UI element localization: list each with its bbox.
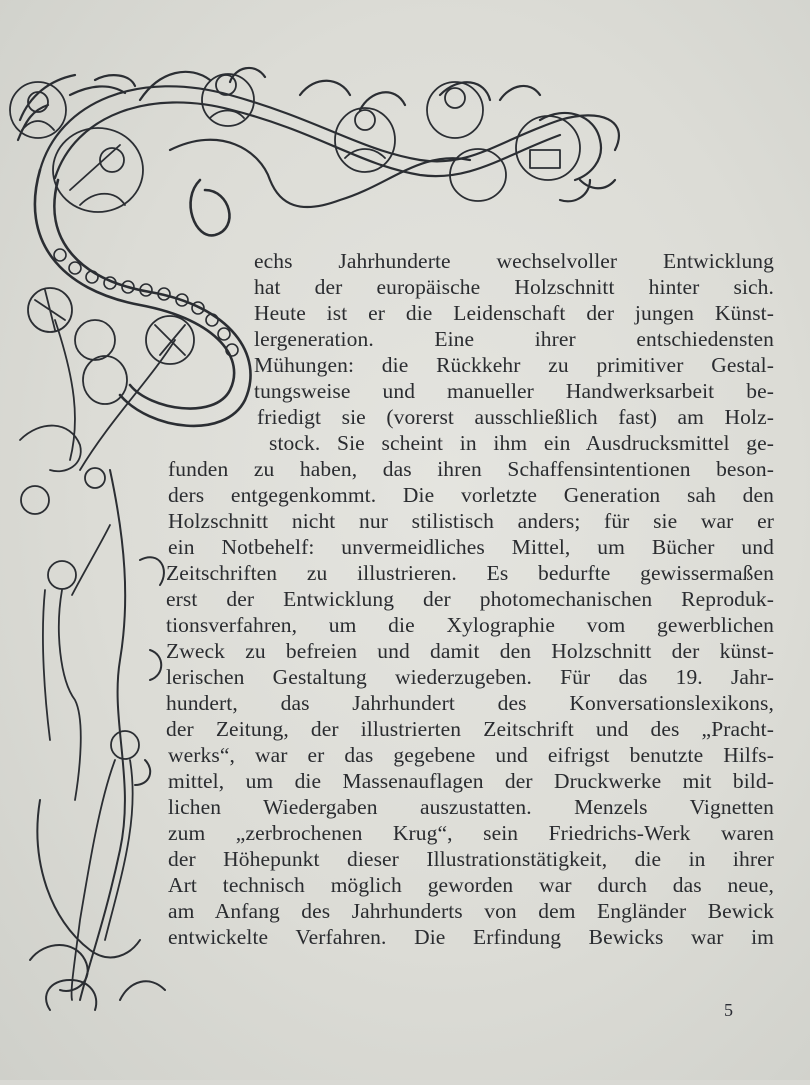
text-line: am Anfang des Jahrhunderts von dem Engländer Bewick [168,899,774,923]
text-line: mittel, um die Massenauflagen der Druckwerke mit bild- [168,769,774,793]
text-line: ders entgegenkommt. Die vorletzte Generation sah den [168,483,774,507]
figure-adam-icon [72,731,139,1000]
text-line: der Zeitung, der illustrierten Zeitschrift und des „Pracht- [166,717,774,741]
text-line: lichen Wiedergaben auszustatten. Menzels Vignetten [168,795,774,819]
text-line: der Höhepunkt dieser Illustrationstätigkeit, die in ihrer [168,847,774,871]
text-line: lergeneration. Eine ihrer entschiedensten [254,327,774,351]
text-line: tungsweise und manueller Handwerksarbeit be- [254,379,774,403]
text-line: Zweck zu befreien und damit den Holzschnitt der künst- [166,639,774,663]
text-line: zum „zerbrochenen Krug“, sein Friedrichs-Werk waren [168,821,774,845]
text-line: Mühungen: die Rückkehr zu primitiver Gestal- [254,353,774,377]
text-line: hundert, das Jahrhundert des Konversationslexikons, [166,691,774,715]
top-scroll-band-icon [18,68,619,207]
text-line: echs Jahrhunderte wechselvoller Entwicklung [254,249,774,273]
text-line: werks“, war er das gegebene und eifrigst benutzte Hilfs- [168,743,774,767]
page-number: 5 [724,1000,733,1020]
text-line: Heute ist er die Leidenschaft der jungen Künst- [254,301,774,325]
text-line: Art technisch möglich geworden war durch das neue, [168,873,774,897]
initial-letter-s-icon [35,170,251,426]
text-line: friedigt sie (vorerst ausschließlich fast) am Holz- [257,405,774,429]
text-line: funden zu haben, das ihren Schaffensintentionen beson- [168,457,774,481]
text-line: Holzschnitt nicht nur stilistisch anders; für sie war er [168,509,774,533]
medallion-figures-icon [10,74,580,212]
text-line: lerischen Gestaltung wiederzugeben. Für das 19. Jahr- [166,665,774,689]
figure-eve-icon [43,525,110,800]
text-line: Zeitschriften zu illustrieren. Es bedurfte gewissermaßen [166,561,774,585]
text-line: tionsverfahren, um die Xylographie vom gewerblichen [166,613,774,637]
text-line: entwickelte Verfahren. Die Erfindung Bewicks war im [168,925,774,949]
text-line: hat der europäische Holzschnitt hinter sich. [254,275,774,299]
text-line: erst der Entwicklung der photomechanischen Reproduk- [166,587,774,611]
text-line: stock. Sie scheint in ihm ein Ausdrucksmittel ge- [269,431,774,455]
text-line: ein Notbehelf: unvermeidliches Mittel, um Bücher und [168,535,774,559]
